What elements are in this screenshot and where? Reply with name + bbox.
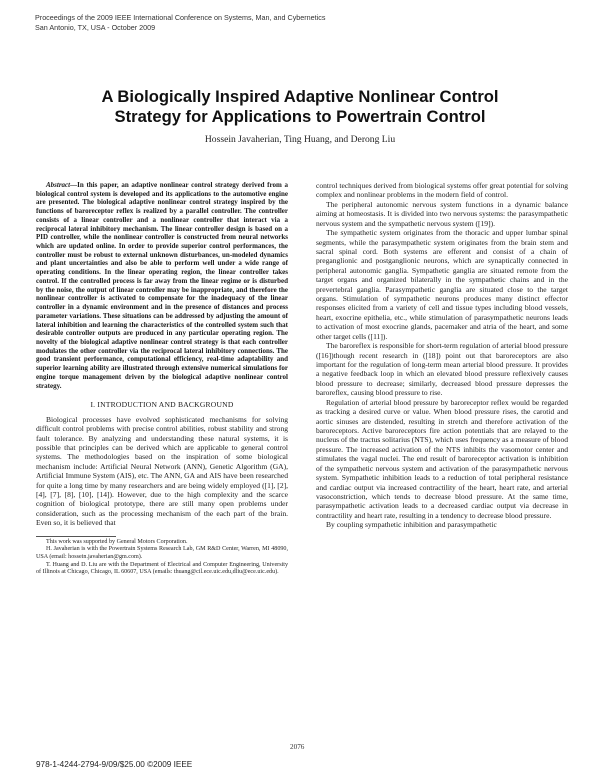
abstract-label: Abstract (46, 181, 71, 189)
isbn-copyright: 978-1-4244-2794-9/09/$25.00 ©2009 IEEE (36, 760, 193, 769)
abstract-text: —In this paper, an adaptive nonlinear control strategy derived from a biological control system is developed and its applications to the automotive engine are presented. The biological adaptive nonlinear control strategy inspired by the functions of baroreceptor reflex is realized by a parallel controller. The controller consists of a linear controller and a nonlinear controller that interact via a reciprocal lateral inhibitory mechanism. The linear controller design is based on a PID controller, while the nonlinear controller is constructed from neural networks which are updated online. In order to provide superior control performances, the controller must be robust to external unknown disturbances, un-modeled dynamics and plant uncertainties and also be able to perform well under a wide range of operating conditions. In the linear operating region, the linear controller takes control. If the controlled process is far away from the linear regime or is disturbed by the noise, the output of linear controller may be inappropriate, and therefore the nonlinear controller is activated to compensate for the inadequacy of the linear controller in a dynamic environment and in the presence of distances and process parameter variations. These situations can be addressed by adjusting the amount of lateral inhibition and learning the characteristics of the controlled system such that desirable controller outputs are produced in any particular operating region. The novelty of the biological adaptive nonlinear control strategy is that each controller modulates the other controller via the reciprocal lateral inhibitory connections. The good transient performance, computational efficiency, real-time adaptability and superior learning ability are illustrated through extensive numerical simulations for engine torque management driven by the biological adaptive nonlinear control strategy. (36, 181, 288, 390)
right-paragraph-3: The sympathetic system originates from the thoracic and upper lumbar spinal segments, while the parasympathetic system originates from the brain stem and sacral spinal cord. Both systems are efferent and consist of a chain of preganglionic and postganglionic neurons, which are synaptically connected in peripheral autonomic ganglia. Sympathetic ganglia are situated remote from the target organs and organized bilaterally in the sympathetic chains and in the prevertebral ganglia. Parasympathetic ganglia are situated close to the target organs. Stimulation of sympathetic neurons produces many distinct effector responses elicited from a variety of cell and tissue types including blood vessels, heart, exocrine epithelia, etc., while stimulation of parasympathetic neurons leads to activation of most exocrine glands, pacemaker and atria of the heart, and some other target cells ([11]). (316, 228, 568, 341)
author-list: Hossein Javaherian, Ting Huang, and Derong Liu (204, 134, 396, 145)
title-line-2: Strategy for Applications to Powertrain Control (114, 107, 486, 126)
left-column (36, 181, 288, 577)
abstract (36, 181, 288, 390)
footnote-author-1: H. Javaherian is with the Powertrain Systems Research Lab, GM R&D Center, Warren, MI 48090, USA (email: hossein.javaherian@gm.com). (36, 546, 288, 560)
paper-title (40, 87, 560, 127)
proceedings-line-1: Proceedings of the 2009 IEEE International Conference on Systems, Man, and Cybernetics (35, 13, 326, 22)
right-paragraph-1: control techniques derived from biological systems offer great potential for solving complex and nonlinear problems in the modern field of control. (316, 181, 568, 200)
footnote-divider (36, 536, 116, 537)
footnote-authors-2-3: T. Huang and D. Liu are with the Department of Electrical and Computer Engineering, University of Illinois at Chicago, Chicago, IL 60607, USA (emails: thuang@cil.ece.uic.edu,dliu@ece.uic.edu). (36, 561, 288, 576)
proceedings-line-2: San Antonio, TX, USA - October 2009 (35, 23, 156, 32)
right-paragraph-2: The peripheral autonomic nervous system functions in a dynamic balance aiming at homeostasis. It is divided into two nervous systems: the parasympathetic nervous system and the sympathetic nervous system ([19]). (316, 199, 568, 228)
intro-paragraph: Biological processes have evolved sophisticated mechanisms for solving difficult control problems with precise control abilities, robust stability and strong fault tolerance. By analyzing and understanding these natural systems, it is possible that principles can be derived which are applicable to general control systems. The methodologies based on the inspiration of some biological mechanism include: Artificial Neural Network (ANN), Genetic Algorithm (GA), Artificial Immune System (AIS), etc. The ANN, GA and AIS have been researched for quite a long time by many researchers and are being widely employed ([1], [2], [4], [7], [8], [10], [14]). However, due to the high complexity and the scarce cognition of biological prototype, there are still many open problems under consideration, such as the processing mechanism of the each part of the brain. Even so, it is believed that (36, 414, 288, 528)
proceedings-header (35, 13, 325, 33)
page-number: 2076 (290, 743, 305, 751)
right-column (316, 181, 568, 530)
footnote-funding: This work was supported by General Motors Corporation. (46, 538, 188, 545)
right-paragraph-6: By coupling sympathetic inhibition and parasympathetic (326, 520, 497, 530)
title-line-1: A Biologically Inspired Adaptive Nonlinear Control (101, 87, 499, 106)
section-heading-introduction: I. INTRODUCTION AND BACKGROUND (90, 400, 234, 410)
right-paragraph-5: Regulation of arterial blood pressure by baroreceptor reflex would be regarded as tracking a desired curve or value. When blood pressure rises, the carotid and aortic sinuses are distended, resulting in stretch and therefore activation of the baroreceptors. Active baroreceptors fire action potentials that are relayed to the nucleus of the tractus solitarius (NTS), which uses frequency as a measure of blood pressure. The increased activation of the NTS inhibits the vasomotor center and stimulates the vagal nuclei. The end result of baroreceptor activation is inhibition of the sympathetic nervous system and activation of the parasympathetic nervous system. Sympathetic inhibition leads to a reduction of total peripheral resistance and cardiac output via increased contractility of the heart, heart rate, and arterial vasoconstriction, which tends to decrease blood pressure. At the same time, parasympathetic activation leads to a decreased cardiac output via decrease in contractility and heart rate, resulting in a tendency to decrease blood pressure. (316, 397, 568, 520)
right-paragraph-4: The baroreflex is responsible for short-term regulation of arterial blood pressure ([16])though recent research in ([18]) point out that baroreceptors are also important for the regulation of long-term mean arterial blood pressure. It provides a negative feedback loop in which an elevated blood pressure reflexively causes blood pressure to decrease; similarly, decreased blood pressure depresses the baroreflex, causing blood pressure to rise. (316, 341, 568, 398)
